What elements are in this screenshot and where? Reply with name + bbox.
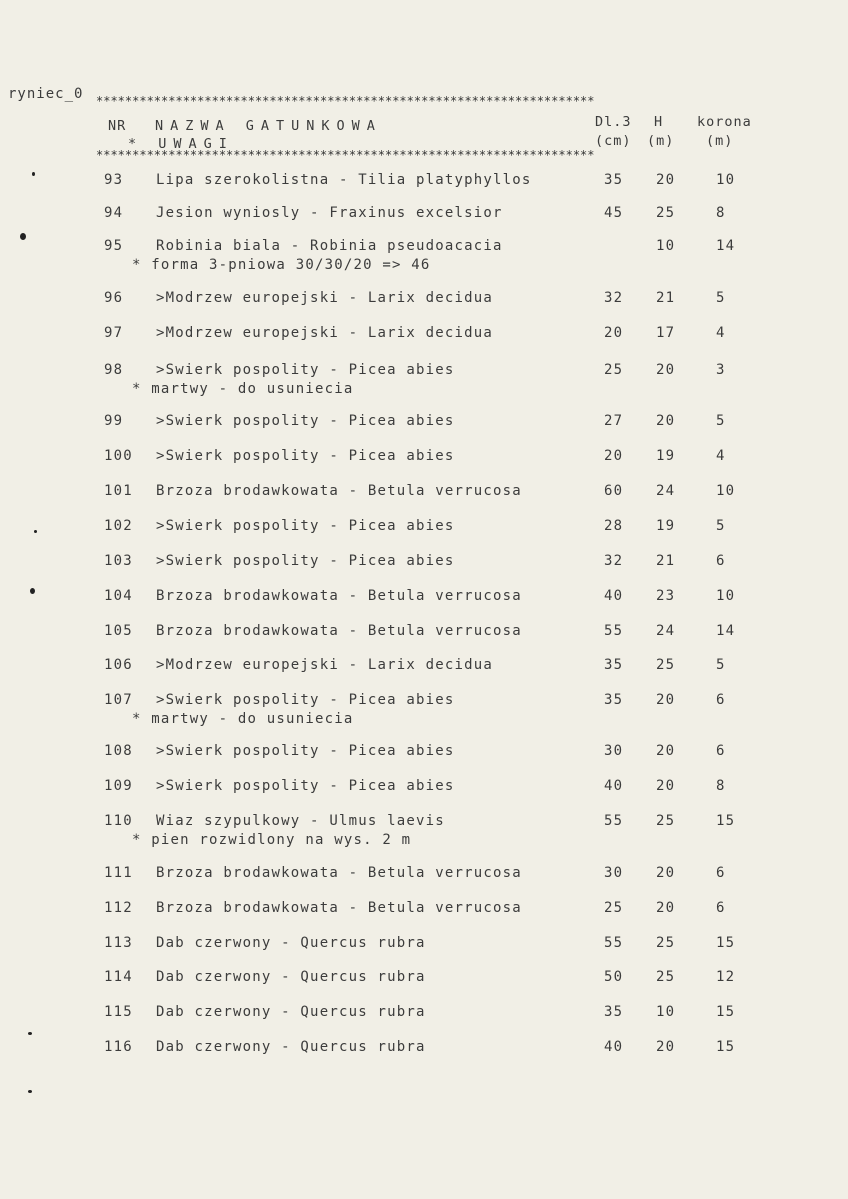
species-name: Dab czerwony - Quercus rubra (156, 1039, 426, 1055)
diameter-value: 35 (604, 172, 624, 188)
table-row (0, 290, 848, 310)
height-value: 19 (656, 518, 676, 534)
crown-value: 8 (716, 778, 726, 794)
table-row (0, 448, 848, 468)
tree-number: 103 (104, 553, 133, 569)
tree-number: 109 (104, 778, 133, 794)
scan-speck (28, 1090, 32, 1093)
species-name: Brzoza brodawkowata - Betula verrucosa (156, 588, 522, 604)
tree-number: 101 (104, 483, 133, 499)
crown-value: 10 (716, 172, 736, 188)
row-remark: * martwy - do usuniecia (132, 381, 354, 397)
column-header-uwagi: * UWAGI (128, 136, 234, 152)
crown-value: 5 (716, 290, 726, 306)
species-name: Brzoza brodawkowata - Betula verrucosa (156, 865, 522, 881)
species-name: >Swierk pospolity - Picea abies (156, 518, 455, 534)
crown-value: 3 (716, 362, 726, 378)
crown-value: 14 (716, 238, 736, 254)
table-row (0, 238, 848, 258)
height-value: 25 (656, 813, 676, 829)
table-row (0, 362, 848, 382)
tree-number: 114 (104, 969, 133, 985)
species-name: >Swierk pospolity - Picea abies (156, 362, 455, 378)
crown-value: 5 (716, 518, 726, 534)
species-name: Brzoza brodawkowata - Betula verrucosa (156, 483, 522, 499)
tree-number: 116 (104, 1039, 133, 1055)
diameter-value: 20 (604, 448, 624, 464)
scan-speck (32, 172, 35, 176)
diameter-value: 35 (604, 657, 624, 673)
height-value: 20 (656, 362, 676, 378)
table-row (0, 657, 848, 677)
crown-value: 6 (716, 553, 726, 569)
species-name: >Modrzew europejski - Larix decidua (156, 325, 494, 341)
crown-value: 6 (716, 743, 726, 759)
table-row (0, 172, 848, 192)
height-value: 21 (656, 553, 676, 569)
height-value: 25 (656, 969, 676, 985)
species-name: Jesion wyniosly - Fraxinus excelsior (156, 205, 503, 221)
diameter-value: 60 (604, 483, 624, 499)
column-header-nr: NR (108, 118, 127, 134)
crown-value: 10 (716, 483, 736, 499)
row-remark: * forma 3-pniowa 30/30/20 => 46 (132, 257, 431, 273)
tree-number: 95 (104, 238, 124, 254)
table-row (0, 588, 848, 608)
diameter-value: 25 (604, 900, 624, 916)
species-name: >Swierk pospolity - Picea abies (156, 778, 455, 794)
diameter-value: 55 (604, 935, 624, 951)
diameter-value: 25 (604, 362, 624, 378)
tree-number: 97 (104, 325, 124, 341)
tree-number: 105 (104, 623, 133, 639)
table-row (0, 778, 848, 798)
diameter-value: 35 (604, 692, 624, 708)
species-name: Dab czerwony - Quercus rubra (156, 1004, 426, 1020)
crown-value: 4 (716, 325, 726, 341)
table-row (0, 1004, 848, 1024)
diameter-value: 40 (604, 1039, 624, 1055)
table-row (0, 969, 848, 989)
height-value: 19 (656, 448, 676, 464)
crown-value: 10 (716, 588, 736, 604)
crown-value: 15 (716, 935, 736, 951)
table-row (0, 865, 848, 885)
species-name: Brzoza brodawkowata - Betula verrucosa (156, 900, 522, 916)
species-name: >Swierk pospolity - Picea abies (156, 692, 455, 708)
diameter-value: 40 (604, 588, 624, 604)
tree-number: 108 (104, 743, 133, 759)
height-value: 25 (656, 657, 676, 673)
crown-value: 5 (716, 657, 726, 673)
row-remark: * pien rozwidlony na wys. 2 m (132, 832, 412, 848)
column-header-name: NAZWA GATUNKOWA (155, 118, 382, 134)
crown-value: 4 (716, 448, 726, 464)
table-row (0, 743, 848, 763)
crown-value: 15 (716, 1039, 736, 1055)
tree-number: 100 (104, 448, 133, 464)
row-remark: * martwy - do usuniecia (132, 711, 354, 727)
header-separator-top: ********************************************************************* (96, 94, 595, 108)
tree-number: 112 (104, 900, 133, 916)
tree-number: 107 (104, 692, 133, 708)
height-value: 17 (656, 325, 676, 341)
height-value: 24 (656, 623, 676, 639)
species-name: >Swierk pospolity - Picea abies (156, 553, 455, 569)
crown-value: 15 (716, 813, 736, 829)
tree-number: 93 (104, 172, 124, 188)
scan-speck (30, 588, 35, 594)
table-row (0, 692, 848, 712)
table-row (0, 900, 848, 920)
table-row (0, 205, 848, 225)
tree-number: 98 (104, 362, 124, 378)
tree-number: 110 (104, 813, 133, 829)
tree-number: 113 (104, 935, 133, 951)
diameter-value: 20 (604, 325, 624, 341)
table-row (0, 623, 848, 643)
species-name: >Swierk pospolity - Picea abies (156, 413, 455, 429)
diameter-value: 40 (604, 778, 624, 794)
tree-number: 99 (104, 413, 124, 429)
species-name: Robinia biala - Robinia pseudoacacia (156, 238, 503, 254)
column-header-height: H (654, 114, 664, 130)
crown-value: 6 (716, 692, 726, 708)
diameter-value: 50 (604, 969, 624, 985)
diameter-value: 32 (604, 290, 624, 306)
document-filename: ryniec_0 (8, 86, 84, 102)
height-value: 20 (656, 1039, 676, 1055)
crown-value: 5 (716, 413, 726, 429)
height-value: 20 (656, 900, 676, 916)
table-row (0, 483, 848, 503)
species-name: Brzoza brodawkowata - Betula verrucosa (156, 623, 522, 639)
height-value: 24 (656, 483, 676, 499)
tree-number: 94 (104, 205, 124, 221)
scan-speck (20, 233, 26, 240)
species-name: Lipa szerokolistna - Tilia platyphyllos (156, 172, 532, 188)
table-row (0, 518, 848, 538)
diameter-value: 55 (604, 813, 624, 829)
height-value: 10 (656, 1004, 676, 1020)
species-name: >Modrzew europejski - Larix decidua (156, 290, 494, 306)
height-value: 23 (656, 588, 676, 604)
crown-value: 8 (716, 205, 726, 221)
scan-speck (34, 530, 37, 533)
tree-number: 111 (104, 865, 133, 881)
diameter-value: 35 (604, 1004, 624, 1020)
tree-number: 96 (104, 290, 124, 306)
height-value: 20 (656, 413, 676, 429)
species-name: Dab czerwony - Quercus rubra (156, 969, 426, 985)
height-value: 25 (656, 935, 676, 951)
column-header-diameter: Dl.3 (595, 114, 632, 130)
header-separator-bottom: ********************************************************************* (96, 148, 595, 162)
table-row (0, 935, 848, 955)
height-value: 20 (656, 865, 676, 881)
table-row (0, 553, 848, 573)
height-value: 20 (656, 692, 676, 708)
species-name: >Swierk pospolity - Picea abies (156, 743, 455, 759)
diameter-value: 30 (604, 865, 624, 881)
table-row (0, 813, 848, 833)
tree-number: 102 (104, 518, 133, 534)
height-value: 20 (656, 172, 676, 188)
height-value: 21 (656, 290, 676, 306)
scan-speck (28, 1032, 32, 1035)
height-value: 20 (656, 778, 676, 794)
table-row (0, 413, 848, 433)
species-name: >Swierk pospolity - Picea abies (156, 448, 455, 464)
height-value: 10 (656, 238, 676, 254)
diameter-value: 27 (604, 413, 624, 429)
tree-number: 115 (104, 1004, 133, 1020)
height-value: 25 (656, 205, 676, 221)
diameter-value: 45 (604, 205, 624, 221)
tree-number: 106 (104, 657, 133, 673)
height-value: 20 (656, 743, 676, 759)
table-row (0, 1039, 848, 1059)
diameter-value: 32 (604, 553, 624, 569)
species-name: >Modrzew europejski - Larix decidua (156, 657, 494, 673)
crown-value: 12 (716, 969, 736, 985)
table-row (0, 325, 848, 345)
diameter-value: 28 (604, 518, 624, 534)
diameter-value: 55 (604, 623, 624, 639)
crown-value: 14 (716, 623, 736, 639)
column-unit-height: (m) (647, 133, 675, 149)
crown-value: 6 (716, 900, 726, 916)
tree-number: 104 (104, 588, 133, 604)
column-header-crown: korona (697, 114, 752, 130)
species-name: Dab czerwony - Quercus rubra (156, 935, 426, 951)
crown-value: 15 (716, 1004, 736, 1020)
column-unit-crown: (m) (706, 133, 734, 149)
species-name: Wiaz szypulkowy - Ulmus laevis (156, 813, 445, 829)
column-unit-diameter: (cm) (595, 133, 632, 149)
crown-value: 6 (716, 865, 726, 881)
diameter-value: 30 (604, 743, 624, 759)
